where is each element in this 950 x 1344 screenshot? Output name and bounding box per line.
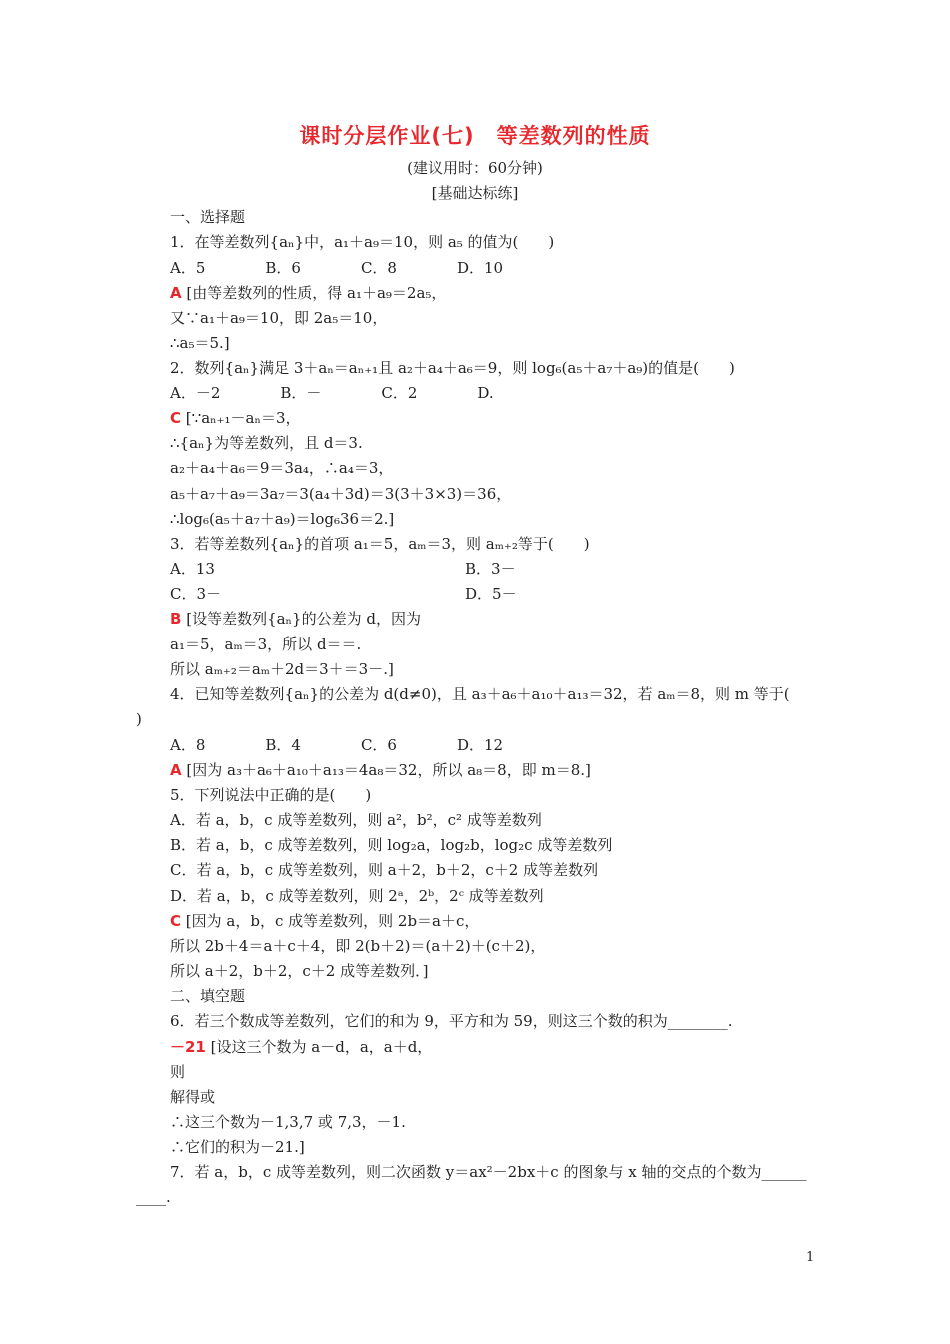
text-line bbox=[170, 1037, 432, 1057]
line-text: [设等差数列{aₙ}的公差为 d，因为 bbox=[186, 610, 421, 628]
line-text: 所以 aₘ₊₂＝aₘ＋2d＝3＋＝3－.] bbox=[170, 660, 394, 678]
text-line bbox=[170, 433, 363, 453]
text-line bbox=[170, 860, 598, 880]
line-text: [因为 a，b，c 成等差数列，则 2b＝a＋c， bbox=[185, 912, 480, 930]
text-line bbox=[170, 559, 215, 579]
line-text: A．13 bbox=[170, 560, 215, 578]
text-line bbox=[170, 911, 479, 931]
line-text: ∴它们的积为－21.] bbox=[170, 1138, 305, 1156]
answer-label: －21 bbox=[170, 1038, 206, 1056]
page-number: 1 bbox=[806, 1250, 815, 1265]
text-line bbox=[170, 383, 494, 403]
line-text: [因为 a₃＋a₆＋a₁₀＋a₁₃＝4a₈＝32，所以 a₈＝8，即 m＝8.] bbox=[186, 761, 591, 779]
line-text: 6．若三个数成等差数列，它们的和为 9，平方和为 59，则这三个数的积为________. bbox=[170, 1012, 733, 1030]
text-line bbox=[170, 283, 446, 303]
text-line bbox=[170, 810, 542, 830]
line-text: ∴这三个数为－1,3,7 或 7,3，－1. bbox=[170, 1113, 406, 1131]
line-text: a₁＝5，aₘ＝3，所以 d＝＝. bbox=[170, 635, 362, 653]
page-title: 课时分层作业(七) 等差数列的性质 bbox=[299, 124, 651, 148]
line-text: 5．下列说法中正确的是( ) bbox=[170, 786, 372, 804]
line-text: 二、填空题 bbox=[170, 987, 246, 1005]
line-text: A．若 a，b，c 成等差数列，则 a²，b²，c² 成等差数列 bbox=[170, 811, 542, 829]
text-line bbox=[170, 1087, 215, 1107]
line-text: ____. bbox=[136, 1188, 171, 1206]
text-line bbox=[170, 659, 394, 679]
text-line bbox=[170, 609, 421, 629]
text-line bbox=[170, 1011, 732, 1031]
line-text: C．若 a，b，c 成等差数列，则 a＋2，b＋2，c＋2 成等差数列 bbox=[170, 861, 599, 879]
line-text: a₂＋a₄＋a₆＝9＝3a₄，∴a₄＝3， bbox=[170, 459, 394, 477]
text-line bbox=[170, 1062, 185, 1082]
line-text: 1．在等差数列{aₙ}中，a₁＋a₉＝10，则 a₅ 的值为( ) bbox=[170, 233, 555, 251]
line-text: D．5－ bbox=[465, 585, 517, 603]
text-line bbox=[136, 709, 142, 729]
line-text: B．3－ bbox=[465, 560, 516, 578]
line-text: A．－2 B．－ C．2 D. bbox=[170, 384, 494, 402]
text-line bbox=[170, 936, 545, 956]
line-text: 7．若 a，b，c 成等差数列，则二次函数 y＝ax²－2bx＋c 的图象与 x 轴的交点的个数为______ bbox=[170, 1163, 807, 1181]
answer-label: A bbox=[170, 761, 182, 779]
line-text: ∴{aₙ}为等差数列，且 d＝3. bbox=[170, 434, 363, 452]
text-line bbox=[170, 1112, 406, 1132]
text-line bbox=[170, 785, 371, 805]
line-text: a₅＋a₇＋a₉＝3a₇＝3(a₄＋3d)＝3(3＋3×3)＝36， bbox=[170, 485, 512, 503]
line-text: ∴log₆(a₅＋a₇＋a₉)＝log₆36＝2.] bbox=[170, 510, 395, 528]
text-line bbox=[465, 559, 516, 579]
text-line bbox=[170, 207, 245, 227]
line-text: 一、选择题 bbox=[170, 208, 246, 226]
text-line bbox=[170, 458, 393, 478]
text-line bbox=[170, 484, 511, 504]
text-line bbox=[465, 584, 517, 604]
text-line bbox=[170, 835, 612, 855]
line-text: 所以 2b＋4＝a＋c＋4，即 2(b＋2)＝(a＋2)＋(c＋2)， bbox=[170, 937, 546, 955]
text-line bbox=[170, 760, 591, 780]
section-tag: [基础达标练] bbox=[431, 184, 519, 202]
text-line bbox=[170, 1137, 305, 1157]
text-line bbox=[170, 961, 428, 981]
answer-label: C bbox=[170, 912, 182, 930]
line-text: 所以 a＋2，b＋2，c＋2 成等差数列．] bbox=[170, 962, 429, 980]
line-text: 又∵a₁＋a₉＝10，即 2a₅＝10， bbox=[170, 309, 388, 327]
line-text: 3．若等差数列{aₙ}的首项 a₁＝5，aₘ＝3，则 aₘ₊₂等于( ) bbox=[170, 535, 590, 553]
line-text: D．若 a，b，c 成等差数列，则 2ᵃ，2ᵇ，2ᶜ 成等差数列 bbox=[170, 887, 544, 905]
text-line bbox=[170, 986, 245, 1006]
line-text: [∵aₙ₊₁－aₙ＝3， bbox=[185, 409, 301, 427]
text-line bbox=[170, 584, 221, 604]
text-line bbox=[170, 1162, 806, 1182]
line-text: 则 bbox=[170, 1063, 186, 1081]
line-text: [由等差数列的性质，得 a₁＋a₉＝2a₅， bbox=[186, 284, 447, 302]
line-text: B．若 a，b，c 成等差数列，则 log₂a，log₂b，log₂c 成等差数列 bbox=[170, 836, 613, 854]
line-text: A．8 B．4 C．6 D．12 bbox=[170, 736, 504, 754]
text-line bbox=[170, 634, 361, 654]
line-text: 解得或 bbox=[170, 1088, 216, 1106]
line-text: 4．已知等差数列{aₙ}的公差为 d(d≠0)，且 a₃＋a₆＋a₁₀＋a₁₃＝32，若 aₘ＝8，则 m 等于( bbox=[170, 685, 790, 703]
time-suggestion: (建议用时：60分钟) bbox=[407, 159, 543, 177]
text-line bbox=[136, 1187, 171, 1207]
text-line bbox=[170, 308, 387, 328]
answer-label: A bbox=[170, 284, 182, 302]
line-text: ∴a₅＝5.] bbox=[170, 334, 230, 352]
line-text: 2．数列{aₙ}满足 3＋aₙ＝aₙ₊₁且 a₂＋a₄＋a₆＝9，则 log₆(a₅＋a₇＋a₉)的值是( ) bbox=[170, 359, 735, 377]
text-line bbox=[170, 684, 790, 704]
text-line bbox=[170, 735, 503, 755]
line-text: [设这三个数为 a－d，a，a＋d， bbox=[210, 1038, 433, 1056]
text-line bbox=[170, 232, 554, 252]
text-line bbox=[170, 258, 503, 278]
text-line bbox=[170, 333, 230, 353]
text-line bbox=[170, 534, 590, 554]
text-line bbox=[170, 509, 394, 529]
line-text: A．5 B．6 C．8 D．10 bbox=[170, 259, 504, 277]
line-text: C．3－ bbox=[170, 585, 222, 603]
text-line bbox=[170, 886, 544, 906]
text-line bbox=[170, 358, 735, 378]
answer-label: B bbox=[170, 610, 182, 628]
answer-label: C bbox=[170, 409, 182, 427]
text-line bbox=[170, 408, 301, 428]
line-text: ) bbox=[136, 710, 142, 728]
